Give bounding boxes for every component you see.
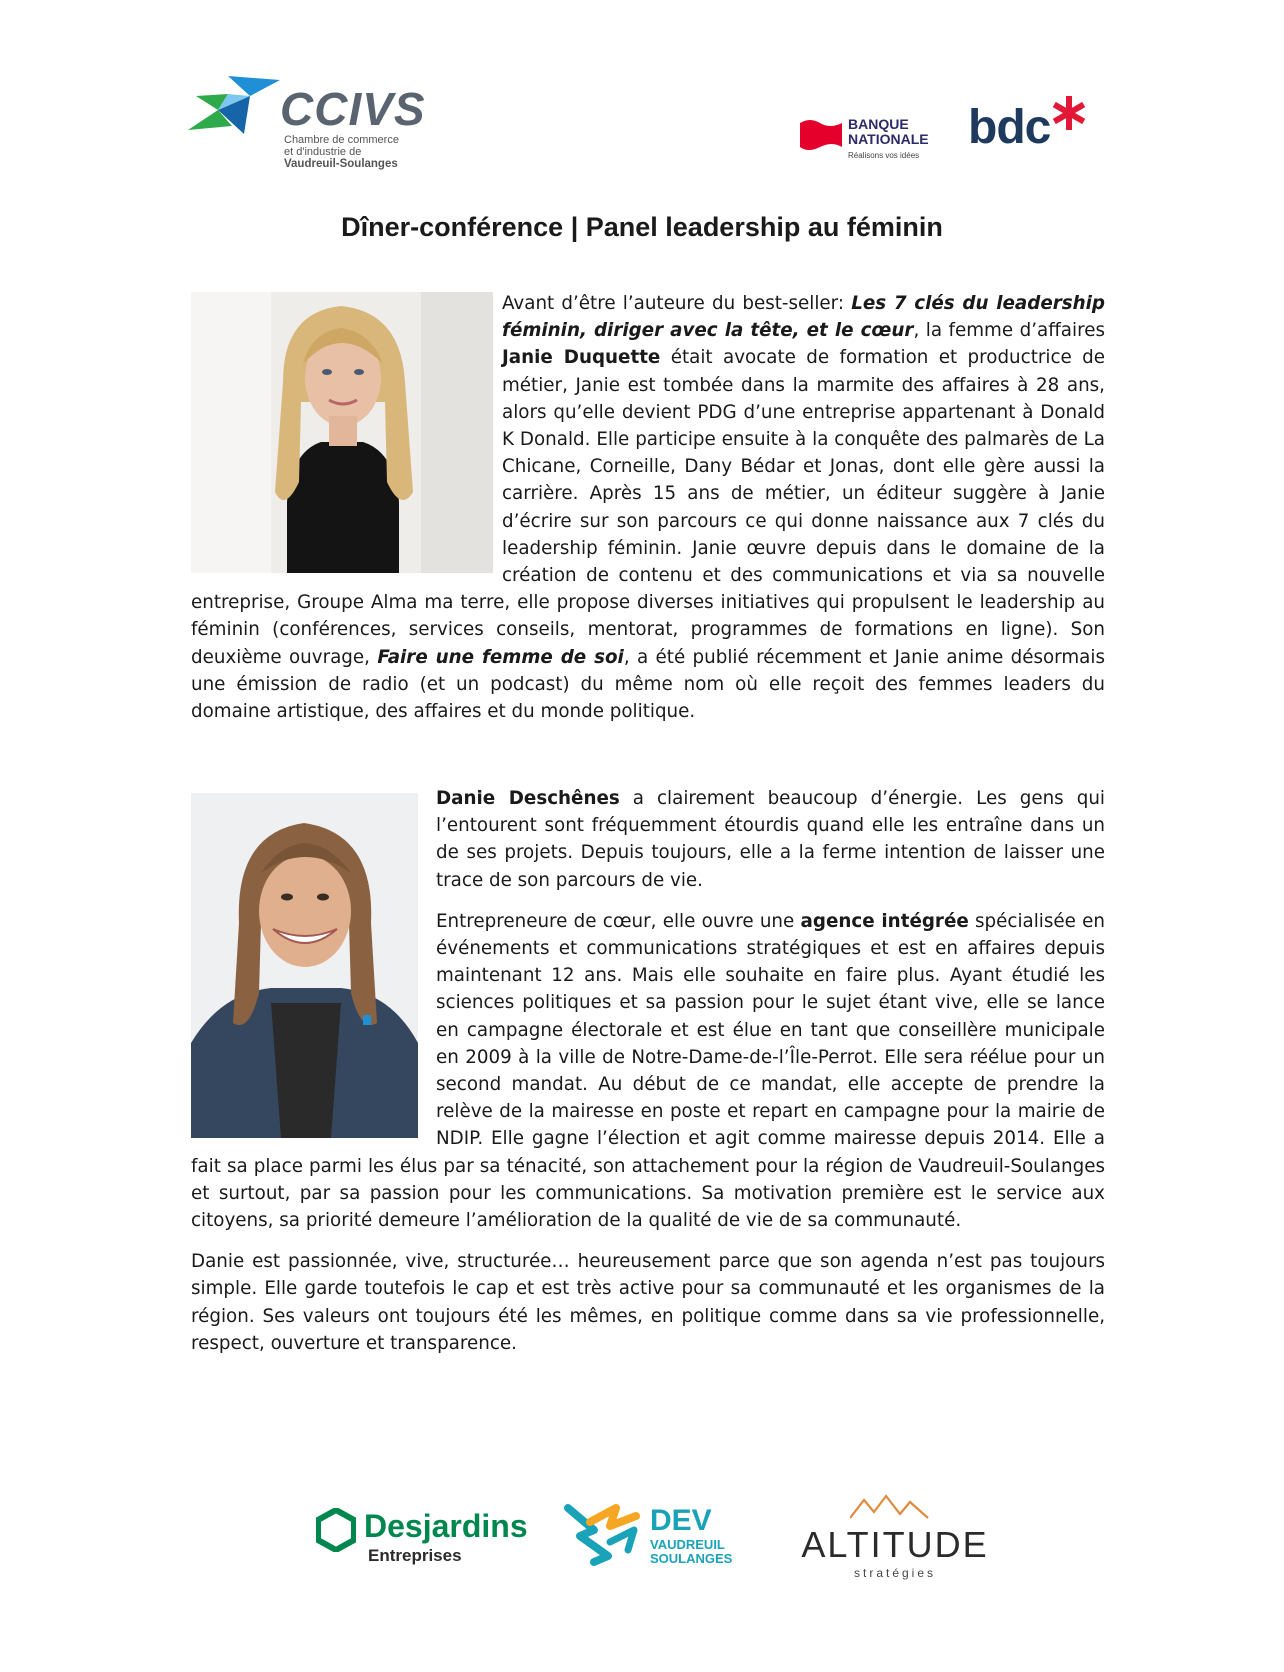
bio2-person-name: Danie Deschênes [436, 788, 620, 809]
ccivs-wordmark: CCIVS [280, 83, 426, 135]
dev-subtitle [650, 1538, 732, 1566]
dev-zigzag-icon [564, 1500, 644, 1572]
bdc-asterisk-icon [1052, 96, 1086, 130]
bn-tagline: Réalisons vos idées [848, 151, 920, 160]
bio1-person-name: Janie Duquette [502, 347, 661, 369]
desjardins-hexagon-icon [316, 1508, 356, 1552]
photo-danie-deschenes [191, 793, 418, 1138]
photo-danie-wrapper [191, 785, 436, 1141]
banque-nationale-logo [800, 115, 940, 165]
desjardins-logo [316, 1508, 536, 1568]
dev-line2: VAUDREUIL [650, 1537, 725, 1552]
bio2-p2-b: spécialisée en événements et communications stratégiques et est en affaires depuis maintenant 12 ans. Mais elle souhaite en faire plus. Ayant étudié les sciences politiques et sa passion pour le sujet étant vive, elle se lance en campagne électorale et est élue en tant que conseillère municipale en 2009 à la ville de Notre-Dame-de-l’Île-Perrot. Elle sera réélue pour un second mandat. Au début de ce mandat, elle accepte de prendre la relève de la mairesse en poste et repart en campagne pour la mairie de NDIP. Elle gagne l’élection et agit comme mairesse depuis 2014. Elle a fait sa place parmi les élus par sa ténacité, son attachement pour la région de Vaudreuil-Soulanges et surtout, par sa passion pour les communications. Sa motivation première est le service aux citoyens, sa priorité demeure l’amélioration de la qualité de vie de sa communauté. [191, 910, 1105, 1232]
bdc-wordmark: bdc [968, 101, 1051, 154]
ccivs-arrow-icon [188, 74, 280, 144]
bio2-p2-a: Entrepreneure de cœur, elle ouvre une [436, 910, 801, 932]
banque-nationale-flag-icon [800, 117, 842, 151]
bio2-p2-bold: agence intégrée [800, 910, 969, 932]
page-title: Dîner-conférence | Panel leadership au féminin [341, 212, 943, 242]
ccivs-sub-line1: Chambre de commerce [284, 134, 399, 146]
ccivs-sub-line2: et d'industrie de [284, 146, 362, 158]
altitude-mountains-icon [850, 1494, 930, 1520]
bio1-book-title: Les 7 clés du leadership féminin, diriger avec la tête, et le cœur [502, 293, 1105, 342]
bdc-logo [968, 100, 1088, 160]
ccivs-logo [188, 74, 448, 174]
dev-vaudreuil-soulanges-logo [564, 1500, 744, 1572]
bio2-p1-text: a clairement beaucoup d’énergie. Les gens qui l’entourent sont fréquemment étourdis quand elle les entraîne dans un de ses projets. Depuis toujours, elle a la ferme intention de laisser une trace de son parcours de vie. [436, 788, 1105, 891]
bio1-intro: Avant d’être l’auteure du best-seller: [502, 293, 852, 314]
desjardins-subtitle: Entreprises [368, 1546, 462, 1565]
altitude-strategies-logo [790, 1494, 1000, 1584]
bio-danie-deschenes [191, 785, 1105, 1357]
bio1-book2-title: Faire une femme de soi [377, 646, 624, 668]
bio1-text-d: , a été publié récemment et Janie anime désormais une émission de radio (et un podcast) du même nom où elle reçoit des femmes leaders du domaine artistique, des affaires et du monde politique. [191, 646, 1105, 723]
altitude-subtitle: stratégies [853, 1566, 937, 1580]
bio2-paragraph-3: Danie est passionnée, vive, structurée… heureusement parce que son agenda n’est pas toujours simple. Elle garde toutefois le cap et est très active pour sa communauté et les organismes de la région. Ses valeurs ont toujours été les mêmes, en politique comme dans sa vie professionnelle, respect, ouverture et transparence. [191, 1251, 1105, 1354]
ccivs-subtitle [284, 134, 399, 170]
bn-line1: BANQUE [848, 116, 909, 132]
dev-line3: SOULANGES [650, 1551, 733, 1566]
bio1-text-c: était avocate de formation et productrice de métier, Janie est tombée dans la marmite des affaires à 28 ans, alors qu’elle devient PDG d’une entreprise appartenant à Donald K Donald. Elle participe ensuite à la conquête des palmarès de La Chicane, Corneille, Dany Bédar et Jonas, dont elle gère aussi la carrière. Après 15 ans de métier, un éditeur suggère à Janie d’écrire sur son parcours ce qui donne naissance aux 7 clés du leadership féminin. Janie œuvre depuis dans le domaine de la création de contenu et des communications et via sa nouvelle entreprise, Groupe Alma ma terre, elle propose diverses initiatives qui propulsent le leadership au féminin (conférences, services conseils, mentorat, programmes de formations en ligne). Son deuxième ouvrage, [191, 347, 1106, 668]
photo-janie-wrapper [191, 292, 502, 573]
photo-janie-duquette [191, 292, 493, 573]
dev-wordmark: DEV [650, 1504, 712, 1537]
desjardins-wordmark: Desjardins [364, 1508, 528, 1544]
bio1-text-b: , la femme d’affaires [913, 320, 1105, 342]
altitude-wordmark: ALTITUDE [801, 1524, 989, 1565]
bn-line2: NATIONALE [848, 131, 929, 147]
banque-nationale-wordmark [848, 117, 929, 147]
bio-janie-duquette [191, 290, 1105, 725]
ccivs-sub-line3: Vaudreuil-Soulanges [284, 158, 398, 170]
